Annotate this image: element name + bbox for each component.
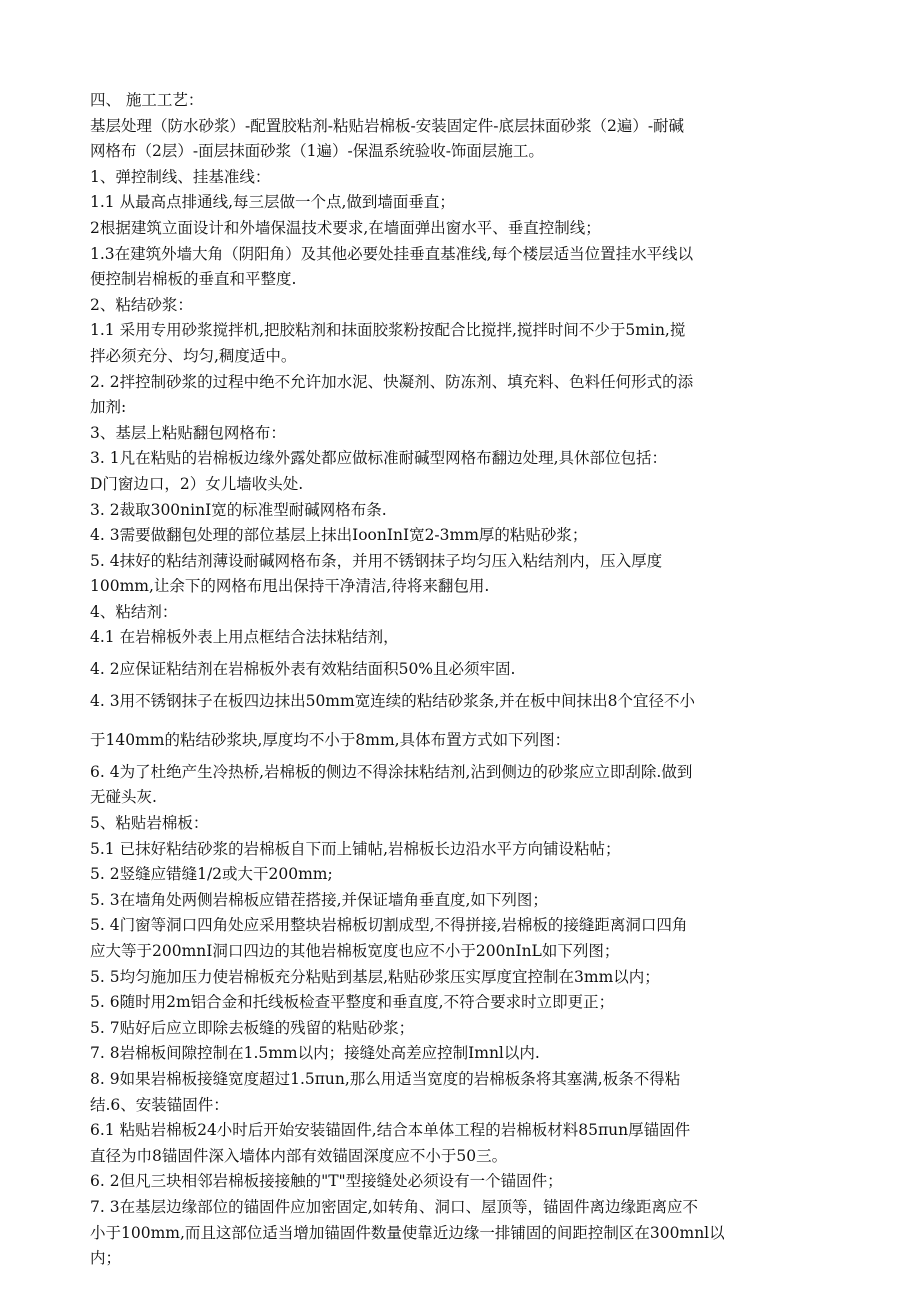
text-line: 于140mm的粘结砂浆块,厚度均不小于8mm,具体布置方式如下列图： xyxy=(90,731,571,750)
text-line: D门窗边口，2）女儿墙收头处. xyxy=(90,474,304,493)
text-line: 4. 3需要做翻包处理的部位基层上抹出IoonInI宽2-3mm厚的粘贴砂浆； xyxy=(90,526,588,545)
text-line: 3. 1凡在粘贴的岩棉板边缘外露处都应做标准耐碱型网格布翻边处理,具休部位包括： xyxy=(90,449,668,468)
subheading-adhesive: 4、粘结剂： xyxy=(90,602,178,621)
text-line: 5. 4门窗等洞口四角处应采用整块岩棉板切割成型,不得拼接,岩棉板的接缝距离洞口四角 xyxy=(90,916,688,935)
text-line: 5. 2竖缝应错缝1/2或大干200mm; xyxy=(90,865,333,884)
text-line: 无碰头灰. xyxy=(90,788,157,807)
text-line: 小于100mm,而且这部位适当增加锚固件数量使靠近边缘一排铺固的间距控制区在300mnl以 xyxy=(90,1223,725,1242)
text-line: 100mm,让余下的网格布甩出保持干净清洁,待将来翻包用. xyxy=(90,577,490,596)
subheading-control-lines: 1、弹控制线、挂基准线： xyxy=(90,167,271,186)
text-line: 3. 2裁取300ninI宽的标准型耐碱网格布条. xyxy=(90,500,387,519)
text-line: 7. 8岩棉板间隙控制在1.5mm以内；接缝处高差应控制Imnl以内. xyxy=(90,1044,540,1063)
process-flow-line-1: 基层处理（防水砂浆）-配置胶粘剂-粘贴岩棉板-安装固定件-底层抹面砂浆（2遍）-耐碱 xyxy=(90,116,685,135)
text-line: 4. 3用不锈钢抹子在板四边抹出50mm宽连续的粘结砂浆条,并在板中间抹出8个宜径不小 xyxy=(90,691,695,710)
text-line: 7. 3在基层边缘部位的锚固件应加密固定,如转角、洞口、屋顶等，锚固件离边缘距离应不 xyxy=(90,1197,699,1216)
text-line: 2. 2拌控制砂浆的过程中绝不允许加水泥、快凝剂、防冻剂、填充料、色料任何形式的添 xyxy=(90,372,694,391)
subheading-mesh-wrapping: 3、基层上粘贴翻包网格布： xyxy=(90,423,286,442)
subheading-install-anchors: 结.6、安装锚固件： xyxy=(90,1095,229,1114)
text-line: 5. 4抹好的粘结剂薄设耐碱网格布条，并用不锈钢抹子均匀压入粘结剂内，压入厚度 xyxy=(90,551,663,570)
text-line: 8. 9如果岩棉板接缝宽度超过1.5πun,那么用适当宽度的岩棉板条将其塞满,板条不得粘 xyxy=(90,1069,681,1088)
subheading-paste-rockwool: 5、粘贴岩棉板： xyxy=(90,814,209,833)
text-line: 4.1 在岩棉板外表上用点框结合法抹粘结剂， xyxy=(90,628,399,647)
text-line: 4. 2应保证粘结剂在岩棉板外表有效粘结面积50%且必须牢固. xyxy=(90,660,516,679)
text-line: 便控制岩棉板的垂直和平整度. xyxy=(90,270,297,289)
text-line: 5.1 已抹好粘结砂浆的岩棉板自下而上铺帖,岩棉板长边沿水平方向铺设粘帖； xyxy=(90,839,621,858)
text-line: 2根据建筑立面设计和外墙保温技术要求,在墙面弹出窗水平、垂直控制线； xyxy=(90,218,601,237)
text-line: 拌必须充分、均匀,稠度适中。 xyxy=(90,346,297,365)
text-line: 6. 2但凡三块相邻岩棉板接接触的"T"型接缝处必须设有一个锚固件； xyxy=(90,1172,563,1191)
section-heading-construction-process: 四、 施工工艺： xyxy=(90,91,204,109)
process-flow-line-2: 网格布（2层）-面层抹面砂浆（1遍）-保温系统验收-饰面层施工。 xyxy=(90,142,544,161)
text-line: 1.1 采用专用砂浆搅拌机,把胶粘剂和抹面胶浆粉按配合比搅拌,搅拌时间不少于5min,搅 xyxy=(90,321,686,340)
subheading-bonding-mortar: 2、粘结砂浆： xyxy=(90,295,193,314)
text-line: 5. 6随时用2m铝合金和托线板检查平整度和垂直度,不符合要求时立即更正； xyxy=(90,993,615,1012)
text-line: 5. 5均匀施加压力使岩棉板充分粘贴到基层,粘贴砂浆压实厚度宜控制在3mm以内； xyxy=(90,967,660,986)
text-line: 直径为巾8锚固件深入墙体内部有效锚固深度应不小于50三。 xyxy=(90,1146,508,1165)
text-line: 内； xyxy=(90,1249,122,1268)
text-line: 应大等于200mnI洞口四边的其他岩棉板宽度也应不小于200nInL如下列图； xyxy=(90,942,620,960)
text-line: 5. 7贴好后应立即除去板缝的残留的粘贴砂浆； xyxy=(90,1018,415,1037)
text-line: 6.1 粘贴岩棉板24小时后开始安装锚固件,结合本单体工程的岩棉板材料85πun厚锚固件 xyxy=(90,1121,691,1140)
text-line: 1.1 从最高点排通线,每三层做一个点,做到墙面垂直； xyxy=(90,193,455,212)
text-line: 加剂: xyxy=(90,398,127,417)
text-line: 1.3在建筑外墙大角（阴阳角）及其他必要处挂垂直基准线,每个楼层适当位置挂水平线以 xyxy=(90,244,694,263)
document-body xyxy=(90,88,830,1272)
text-line: 6. 4为了杜绝产生冷热桥,岩棉板的侧边不得涂抹粘结剂,沾到侧边的砂浆应立即刮除.做到 xyxy=(90,762,693,781)
text-line: 5. 3在墙角处两侧岩棉板应错茬搭接,并保证墙角垂直度,如下列图； xyxy=(90,890,548,909)
